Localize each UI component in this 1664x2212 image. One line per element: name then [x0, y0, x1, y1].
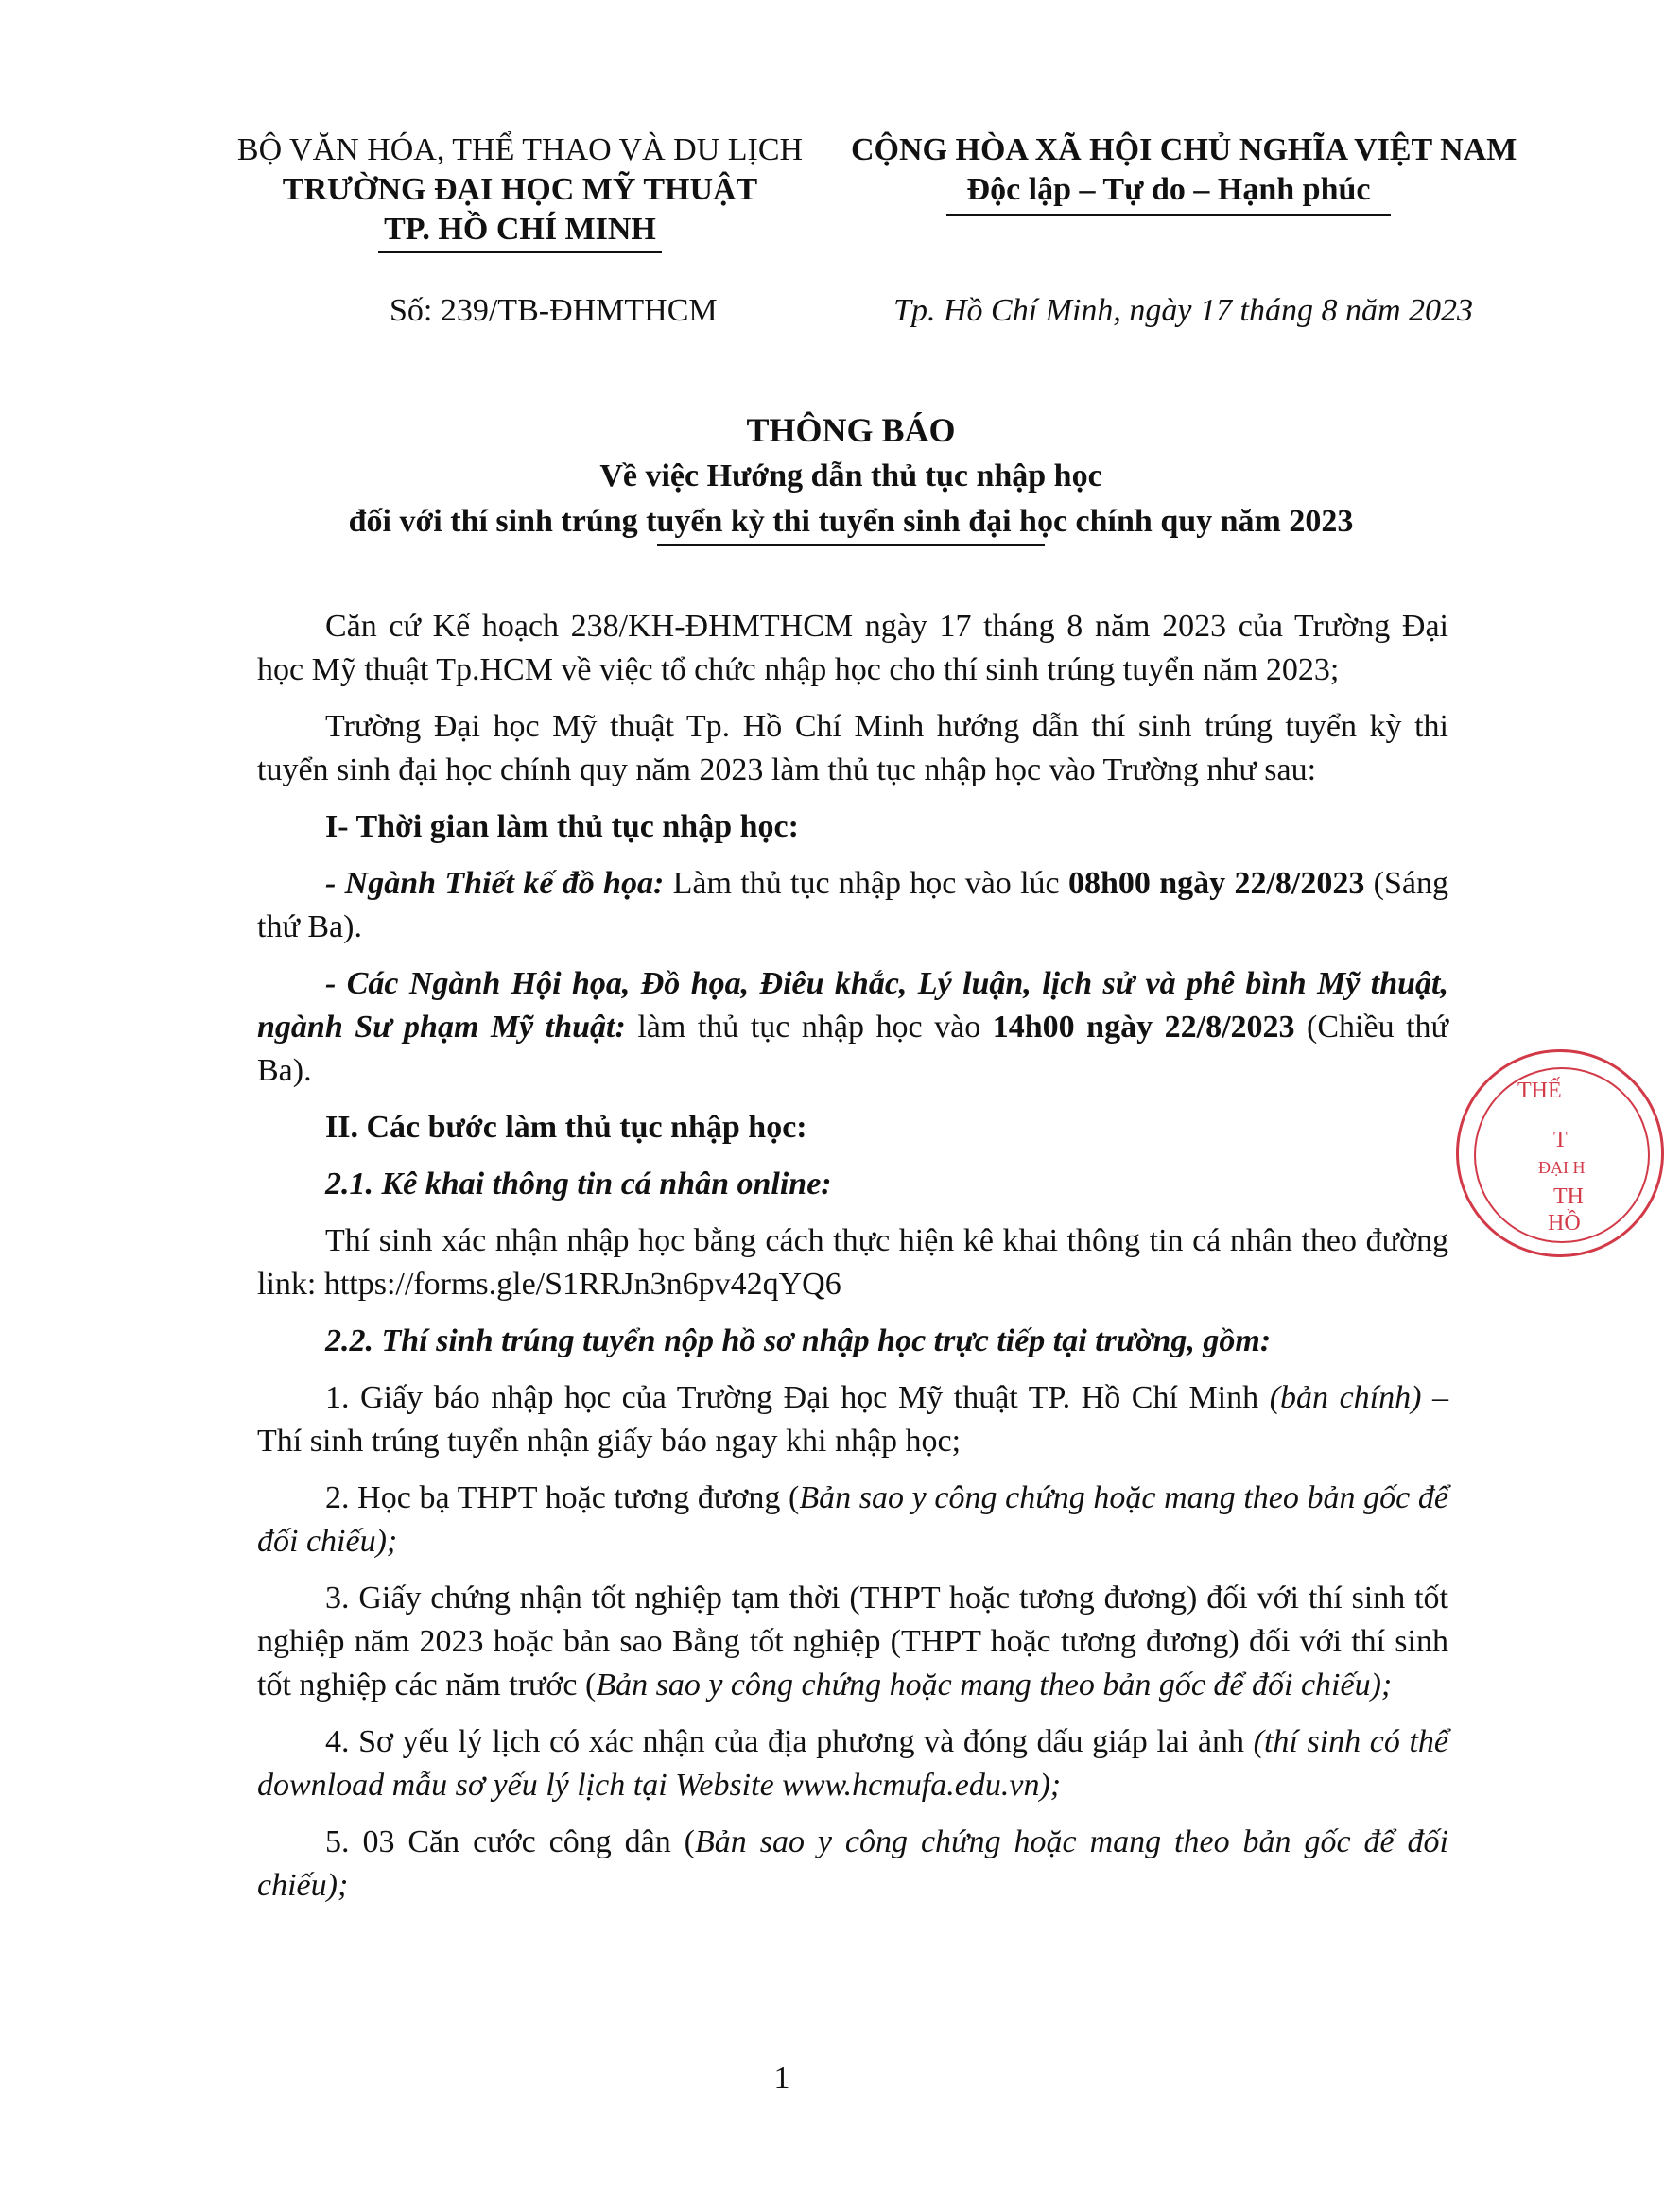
item-note: Bản sao y công chứng hoặc mang theo bản gốc để đối chiếu); [257, 1824, 1448, 1903]
section-2-1-heading: 2.1. Kê khai thông tin cá nhân online: [325, 1166, 832, 1201]
item-note: Bản sao y công chứng hoặc mang theo bản gốc để đối chiếu); [596, 1668, 1393, 1702]
item-tail: (Sáng thứ Ba). [257, 866, 1448, 944]
national-header [851, 130, 1517, 216]
title-main: THÔNG BÁO [746, 411, 956, 449]
document-title [189, 406, 1513, 546]
section-1-heading: I- Thời gian làm thủ tục nhập học: [325, 809, 799, 844]
document-item-1 [257, 1376, 1448, 1463]
section-2-2-heading: 2.2. Thí sinh trúng tuyển nộp hồ sơ nhập học trực tiếp tại trường, gồm: [325, 1323, 1272, 1358]
title-subject-2: đối với thí sinh trúng tuyển kỳ thi tuyển sinh đại học chính quy năm 2023 [348, 504, 1354, 539]
document-body [257, 605, 1448, 1921]
item-text: 4. Sơ yếu lý lịch có xác nhận của địa phương và đóng dấu giáp lai ảnh [325, 1724, 1254, 1759]
section-1-item-1 [257, 862, 1448, 949]
item-text: 5. 03 Căn cước công dân ( [325, 1824, 696, 1859]
national-motto: Độc lập – Tự do – Hạnh phúc [966, 172, 1371, 207]
section-2-1-text: Thí sinh xác nhận nhập học bằng cách thực hiện kê khai thông tin cá nhân theo đường link: https://forms.gle/S1RRJn3n6pv42qYQ6 [257, 1223, 1448, 1302]
item-note: (thí sinh có thể download mẫu sơ yếu lý lịch tại Website www.hcmufa.edu.vn); [257, 1724, 1448, 1803]
item-text: 2. Học bạ THPT hoặc tương đương ( [325, 1480, 800, 1515]
seal-text-icon: TH [1553, 1184, 1584, 1209]
paragraph-basis: Căn cứ Kế hoạch 238/KH-ĐHMTHCM ngày 17 tháng 8 năm 2023 của Trường Đại học Mỹ thuật Tp.HCM về việc tổ chức nhập học cho thí sinh trúng tuyển năm 2023; [257, 609, 1448, 687]
item-text: Làm thủ tục nhập học vào lúc [664, 866, 1068, 901]
item-text: làm thủ tục nhập học vào [625, 1010, 993, 1045]
item-note: Bản sao y công chứng hoặc mang theo bản gốc để đối chiếu); [257, 1480, 1448, 1559]
title-underline [657, 544, 1045, 546]
seal-text-icon: THẾ [1517, 1079, 1562, 1103]
title-subject-1: Về việc Hướng dẫn thủ tục nhập học [599, 458, 1102, 493]
document-number: Số: 239/TB-ĐHMTHCM [390, 293, 718, 328]
item-time: 08h00 ngày 22/8/2023 [1067, 866, 1365, 901]
issuer-underline [378, 251, 662, 253]
paragraph-intro: Trường Đại học Mỹ thuật Tp. Hồ Chí Minh hướng dẫn thí sinh trúng tuyển kỳ thi tuyển sinh đại học chính quy năm 2023 làm thủ tục nhập học vào Trường như sau: [257, 709, 1448, 787]
document-item-3 [257, 1577, 1448, 1707]
item-tail: (Chiều thứ Ba). [257, 1010, 1448, 1088]
issuer-header [189, 130, 851, 253]
item-time: 14h00 ngày 22/8/2023 [992, 1010, 1295, 1045]
seal-text-icon: T [1553, 1128, 1568, 1152]
item-text: 1. Giấy báo nhập học của Trường Đại học Mỹ thuật TP. Hồ Chí Minh [325, 1380, 1270, 1415]
section-2-heading: II. Các bước làm thủ tục nhập học: [325, 1110, 807, 1145]
document-date: Tp. Hồ Chí Minh, ngày 17 tháng 8 năm 2023 [893, 293, 1473, 328]
item-label: - Ngành Thiết kế đồ họa: [325, 866, 665, 901]
item-text: 3. Giấy chứng nhận tốt nghiệp tạm thời (THPT hoặc tương đương) đối với thí sinh tốt nghiệp năm 2023 hoặc bản sao Bằng tốt nghiệp (THPT hoặc tương đương) đối với thí sinh tốt nghiệp các năm trước ( [257, 1581, 1448, 1702]
national-title: CỘNG HÒA XÃ HỘI CHỦ NGHĨA VIỆT NAM [851, 132, 1517, 167]
document-item-4 [257, 1720, 1448, 1807]
seal-text-icon: ĐẠI H [1538, 1158, 1586, 1177]
item-note: (bản chính) [1269, 1380, 1422, 1415]
section-1-item-2 [257, 962, 1448, 1093]
document-item-2 [257, 1477, 1448, 1564]
seal-text-icon: HỒ [1548, 1211, 1581, 1236]
motto-underline [946, 214, 1391, 216]
page-number: 1 [773, 2061, 790, 2096]
university-city: TP. HỒ CHÍ MINH [384, 212, 656, 247]
official-seal-icon [1456, 1049, 1664, 1257]
document-item-5 [257, 1821, 1448, 1908]
university-name: TRƯỜNG ĐẠI HỌC MỸ THUẬT [282, 172, 758, 207]
ministry-name: BỘ VĂN HÓA, THỂ THAO VÀ DU LỊCH [236, 132, 804, 167]
item-text: – Thí sinh trúng tuyển nhận giấy báo ngay khi nhập học; [257, 1380, 1449, 1459]
item-label: - Các Ngành Hội họa, Đồ họa, Điêu khắc, Lý luận, lịch sử và phê bình Mỹ thuật, ngành Sư phạm Mỹ thuật: [257, 966, 1448, 1045]
